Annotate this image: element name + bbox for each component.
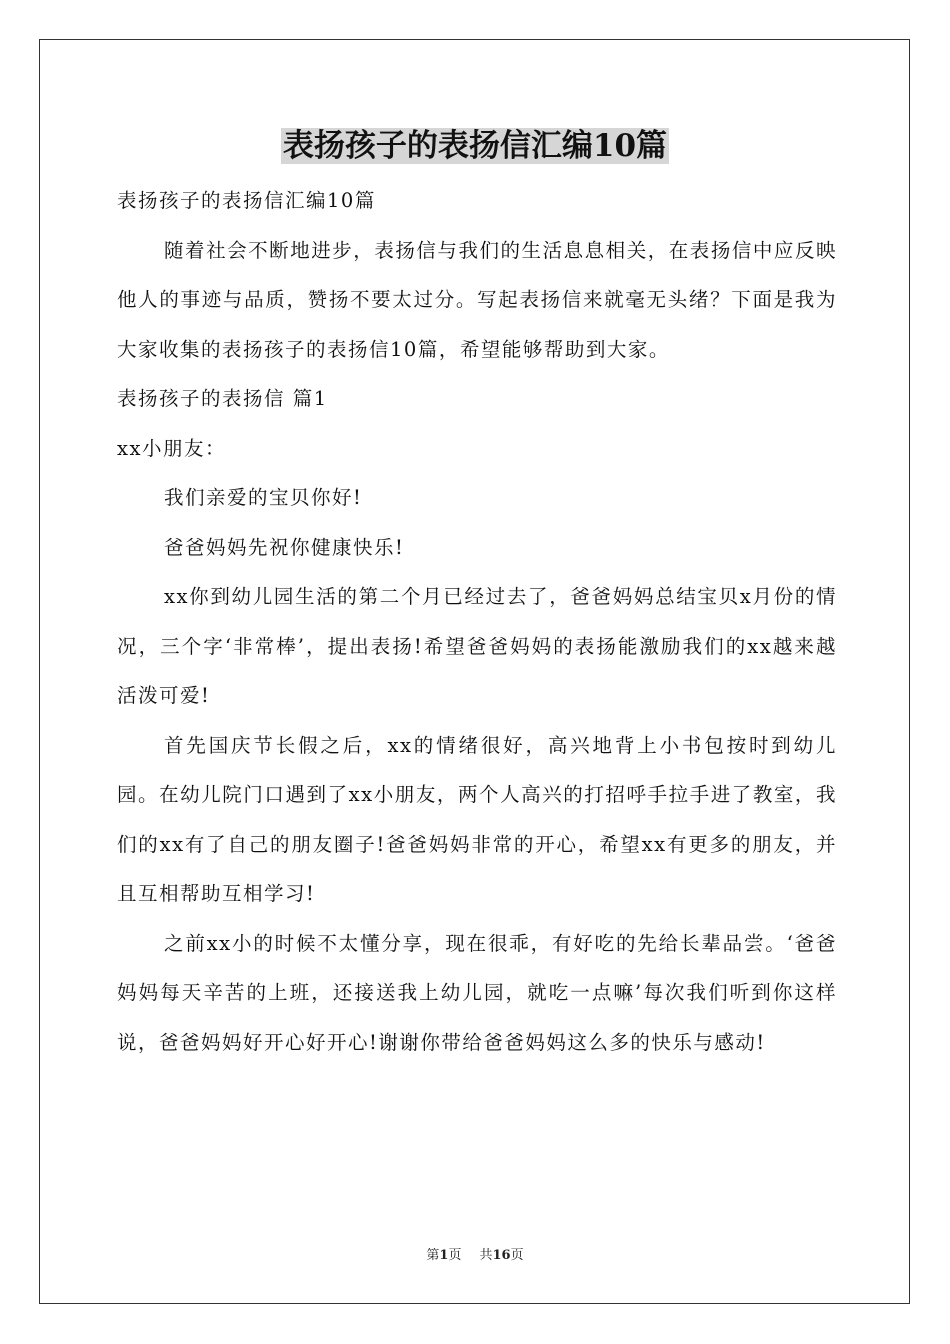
footer-page-prefix: 第: [426, 1248, 440, 1263]
body-paragraph: 之前xx小的时候不太懂分享，现在很乖，有好吃的先给长辈品尝。‘爸爸妈妈每天辛苦的上班，还接送我上幼儿园，就吃一点嘛’每次我们听到你这样说，爸爸妈妈好开心好开心!谢谢你带给爸爸妈妈这么多的快乐与感动!: [117, 931, 837, 1054]
body-paragraph: xx你到幼儿园生活的第二个月已经过去了，爸爸妈妈总结宝贝x月份的情况，三个字‘非常棒’，提出表扬!希望爸爸妈妈的表扬能激励我们的xx越来越活泼可爱!: [117, 585, 837, 707]
footer-total-pages: 16: [492, 1248, 511, 1263]
footer-page-number: 1: [439, 1248, 449, 1263]
body-paragraph: 首先国庆节长假之后，xx的情绪很好，高兴地背上小书包按时到幼儿园。在幼儿院门口遇到了xx小朋友，两个人高兴的打招呼手拉手进了教室，我们的xx有了自己的朋友圈子!爸爸妈妈非常的开心，希望xx有更多的朋友，并且互相帮助互相学习!: [117, 733, 837, 905]
body-paragraph: 随着社会不断地进步，表扬信与我们的生活息息相关，在表扬信中应反映他人的事迹与品质，赞扬不要太过分。写起表扬信来就毫无头绪？下面是我为大家收集的表扬孩子的表扬信10篇，希望能够帮助到大家。: [117, 238, 837, 361]
body-paragraph: 表扬孩子的表扬信汇编10篇: [117, 189, 376, 212]
document-body: [117, 176, 837, 1067]
section-heading: 表扬孩子的表扬信 篇1: [117, 387, 328, 410]
footer-total-suffix: 页: [510, 1248, 524, 1263]
footer-total-prefix: 共: [479, 1248, 493, 1263]
body-paragraph: 我们亲爱的宝贝你好!: [164, 486, 363, 509]
document-title-text: 表扬孩子的表扬信汇编10篇: [282, 128, 668, 164]
footer-page-suffix: 页: [448, 1248, 462, 1263]
page-footer: [0, 1247, 950, 1265]
document-title: [0, 124, 950, 168]
letter-salutation: xx小朋友：: [117, 436, 226, 460]
body-paragraph: 爸爸妈妈先祝你健康快乐!: [164, 535, 405, 559]
